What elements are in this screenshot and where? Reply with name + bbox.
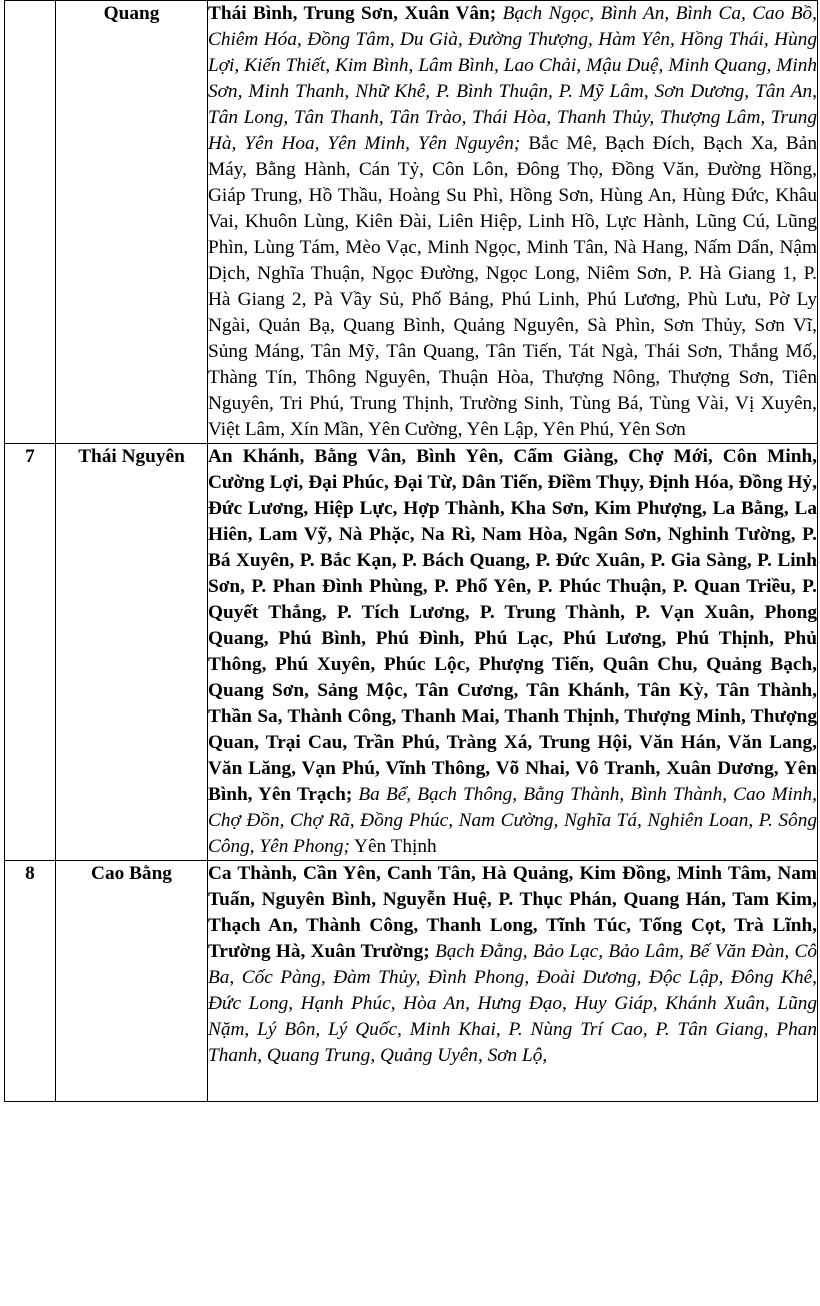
province-name-cell: Thái Nguyên: [56, 444, 208, 861]
row-number-cell: 7: [5, 444, 56, 861]
commune-list-table: [4, 0, 818, 1102]
regular-commune-group: Bắc Mê, Bạch Đích, Bạch Xa, Bản Máy, Bằng Hành, Cán Tỷ, Côn Lôn, Đông Thọ, Đồng Văn, Đường Hồng, Giáp Trung, Hồ Thầu, Hoàng Su Phì, Hồng Sơn, Hùng An, Hùng Đức, Khâu Vai, Khuôn Lùng, Kiên Đài, Liên Hiệp, Linh Hồ, Lực Hành, Lũng Cú, Lũng Phìn, Lùng Tám, Mèo Vạc, Minh Ngọc, Minh Tân, Nà Hang, Nấm Dẩn, Nậm Dịch, Nghĩa Thuận, Ngọc Đường, Ngọc Long, Niêm Sơn, P. Hà Giang 1, P. Hà Giang 2, Pà Vầy Sủ, Phố Bảng, Phú Linh, Phú Lương, Phù Lưu, Pờ Ly Ngài, Quản Bạ, Quang Bình, Quảng Nguyên, Sà Phìn, Sơn Thủy, Sơn Vĩ, Sủng Máng, Tân Mỹ, Tân Quang, Tân Tiến, Tát Ngà, Thái Sơn, Thắng Mố, Thàng Tín, Thông Nguyên, Thuận Hòa, Thượng Nông, Thượng Sơn, Tiên Nguyên, Tri Phú, Trung Thịnh, Trường Sinh, Tùng Bá, Tùng Vài, Vị Xuyên, Việt Lâm, Xín Mần, Yên Cường, Yên Lập, Yên Phú, Yên Sơn: [208, 133, 817, 440]
row-number-cell: 8: [5, 861, 56, 1102]
italic-commune-group: Bạch Đằng, Bảo Lạc, Bảo Lâm, Bế Văn Đàn, Cô Ba, Cốc Pàng, Đàm Thủy, Đình Phong, Đoài Dương, Độc Lập, Đông Khê, Đức Long, Hạnh Phúc, Hòa An, Hưng Đạo, Huy Giáp, Khánh Xuân, Lũng Nặm, Lý Bôn, Lý Quốc, Minh Khai, P. Nùng Trí Cao, P. Tân Giang, Phan Thanh, Quang Trung, Quảng Uyên, Sơn Lộ,: [208, 941, 817, 1066]
regular-commune-group: Yên Thịnh: [349, 836, 437, 857]
table-row: [5, 444, 818, 861]
commune-list-cell: [208, 444, 818, 861]
bold-commune-group: Thái Bình, Trung Sơn, Xuân Vân;: [208, 3, 497, 24]
italic-commune-group: Bạch Ngọc, Bình An, Bình Ca, Cao Bồ, Chiêm Hóa, Đồng Tâm, Du Già, Đường Thượng, Hàm Yên, Hồng Thái, Hùng Lợi, Kiến Thiết, Kim Bình, Lâm Bình, Lao Chải, Mậu Duệ, Minh Quang, Minh Sơn, Minh Thanh, Nhữ Khê, P. Bình Thuận, P. Mỹ Lâm, Sơn Dương, Tân An, Tân Long, Tân Thanh, Tân Trào, Thái Hòa, Thanh Thủy, Thượng Lâm, Trung Hà, Yên Hoa, Yên Minh, Yên Nguyên;: [208, 3, 817, 154]
italic-commune-group: Ba Bể, Bạch Thông, Bằng Thành, Bình Thành, Cao Minh, Chợ Đồn, Chợ Rã, Đồng Phúc, Nam Cường, Nghĩa Tá, Nghiên Loan, P. Sông Công, Yên Phong;: [208, 784, 817, 857]
bold-commune-group: Ca Thành, Cần Yên, Canh Tân, Hà Quảng, Kim Đồng, Minh Tâm, Nam Tuấn, Nguyên Bình, Nguyễn Huệ, P. Thục Phán, Quang Hán, Tam Kim, Thạch An, Thành Công, Thanh Long, Tĩnh Túc, Tổng Cọt, Trà Lĩnh, Trường Hà, Xuân Trường;: [208, 863, 817, 962]
commune-list-cell: [208, 861, 818, 1102]
table-row: [5, 1, 818, 444]
province-name-cell: Quang: [56, 1, 208, 444]
row-number-cell: [5, 1, 56, 444]
bold-commune-group: An Khánh, Bằng Vân, Bình Yên, Cẩm Giàng, Chợ Mới, Côn Minh, Cường Lợi, Đại Phúc, Đại Từ, Dân Tiến, Điềm Thụy, Định Hóa, Đồng Hỷ, Đức Lương, Hiệp Lực, Hợp Thành, Kha Sơn, Kim Phượng, La Bằng, La Hiên, Lam Vỹ, Nà Phặc, Na Rì, Nam Hòa, Ngân Sơn, Nghinh Tường, P. Bá Xuyên, P. Bắc Kạn, P. Bách Quang, P. Đức Xuân, P. Gia Sàng, P. Linh Sơn, P. Phan Đình Phùng, P. Phổ Yên, P. Phúc Thuận, P. Quan Triều, P. Quyết Thắng, P. Tích Lương, P. Trung Thành, P. Vạn Xuân, Phong Quang, Phú Bình, Phú Đình, Phú Lạc, Phú Lương, Phú Thịnh, Phủ Thông, Phú Xuyên, Phúc Lộc, Phượng Tiến, Quân Chu, Quảng Bạch, Quang Sơn, Sảng Mộc, Tân Cương, Tân Khánh, Tân Kỳ, Tân Thành, Thần Sa, Thành Công, Thanh Mai, Thanh Thịnh, Thượng Minh, Thượng Quan, Trại Cau, Trần Phú, Tràng Xá, Trung Hội, Văn Hán, Văn Lang, Văn Lăng, Vạn Phú, Vĩnh Thông, Võ Nhai, Vô Tranh, Xuân Dương, Yên Bình, Yên Trạch;: [208, 446, 817, 805]
page-bottom-margin: [0, 1295, 820, 1306]
commune-list-cell: [208, 1, 818, 444]
province-name-cell: Cao Bằng: [56, 861, 208, 1102]
table-row: [5, 861, 818, 1102]
